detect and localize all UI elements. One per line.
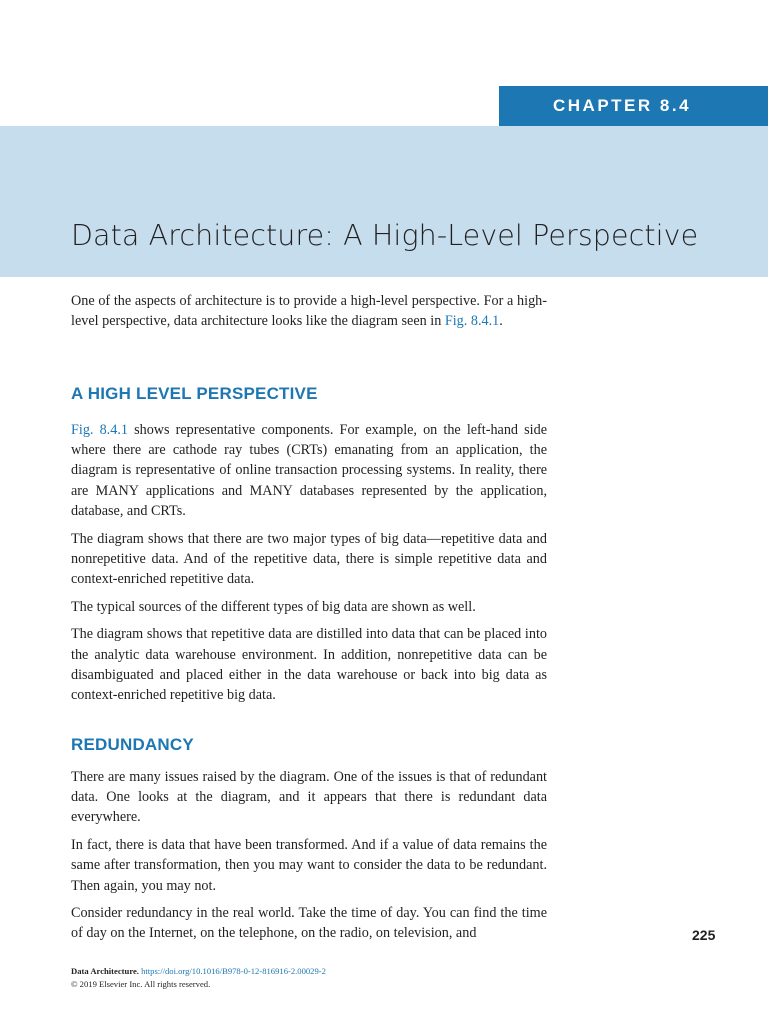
paragraph: In fact, there is data that have been transformed. And if a value of data remains the same after transformation, then you may want to consider the data to be redundant. Then again, you may not. — [71, 837, 547, 894]
chapter-label: CHAPTER 8.4 — [499, 86, 768, 126]
paragraph-text: shows representative components. For example, on the left-hand side where there are cathode ray tubes (CRTs) emanating from an application, the diagram is representative of online transaction processing systems. In reality, there are MANY applications and MANY databases represented by the application, database, and CRTs. — [71, 422, 547, 519]
footer-book-name: Data Architecture. — [71, 966, 139, 976]
paragraph: The typical sources of the different types of big data are shown as well. — [71, 598, 476, 615]
page-footer — [71, 965, 591, 990]
page-number: 225 — [692, 927, 716, 943]
section-redundancy-body — [71, 767, 547, 951]
intro-text: One of the aspects of architecture is to provide a high-level perspective. For a high-level perspective, data architecture looks like the diagram seen in — [71, 293, 547, 330]
section-high-level-perspective — [71, 384, 547, 404]
footer-citation — [71, 965, 591, 978]
paragraph: Consider redundancy in the real world. Take the time of day. You can find the time of day on the Internet, on the telephone, on the radio, on television, and — [71, 905, 547, 942]
section-heading-redundancy: REDUNDANCY — [71, 735, 194, 754]
intro-text-end: . — [499, 313, 503, 330]
footer-copyright: © 2019 Elsevier Inc. All rights reserved. — [71, 978, 211, 989]
intro-section — [71, 291, 547, 339]
paragraph — [71, 420, 547, 521]
paragraph: There are many issues raised by the diagram. One of the issues is that of redundant data. One looks at the diagram, and it appears that there is redundant data everywhere. — [71, 769, 547, 826]
chapter-title: Data Architecture: A High-Level Perspective — [71, 219, 699, 252]
section-heading-high-level-perspective: A HIGH LEVEL PERSPECTIVE — [71, 384, 318, 403]
paragraph: The diagram shows that repetitive data are distilled into data that can be placed into the analytic data warehouse environment. In addition, nonrepetitive data can be disambiguated and placed either in the data warehouse or back into big data as context-enriched repetitive big data. — [71, 626, 547, 703]
paragraph: The diagram shows that there are two major types of big data—repetitive data and nonrepetitive data. And of the repetitive data, there is simple repetitive data and context-enriched repetitive data. — [71, 530, 547, 587]
title-band — [0, 126, 768, 277]
footer-doi-link[interactable]: https://doi.org/10.1016/B978-0-12-816916-2.00029-2 — [141, 966, 326, 976]
intro-paragraph — [71, 291, 547, 331]
figure-link-intro[interactable]: Fig. 8.4.1 — [444, 313, 500, 330]
section-high-level-perspective-body — [71, 420, 547, 713]
figure-link[interactable]: Fig. 8.4.1 — [71, 422, 128, 438]
section-redundancy — [71, 735, 547, 755]
